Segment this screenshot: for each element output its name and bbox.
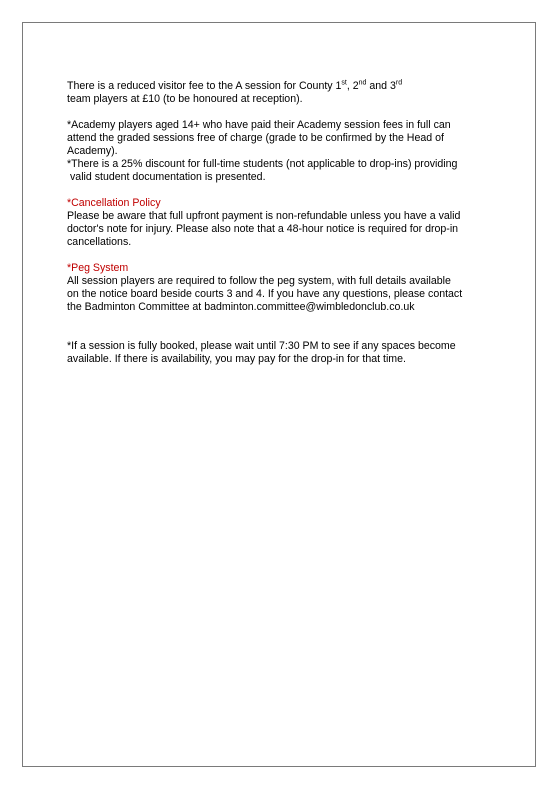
- visitor-fee-text: and 3: [366, 80, 396, 92]
- ordinal-suffix: rd: [395, 79, 403, 87]
- academy-text: Academy).: [67, 145, 118, 157]
- visitor-fee-text: team players at £10 (to be honoured at reception).: [67, 93, 303, 105]
- fully-booked-text: *If a session is fully booked, please wait until 7:30 PM to see if any spaces become: [67, 340, 456, 352]
- discount-text: valid student documentation is presented.: [70, 171, 266, 183]
- visitor-fee-paragraph: [67, 80, 507, 106]
- fully-booked-text: available. If there is availability, you may pay for the drop-in for that time.: [67, 353, 406, 365]
- ordinal-suffix: st: [341, 79, 347, 87]
- peg-system-text: the Badminton Committee at: [67, 301, 205, 313]
- committee-email: badminton.committee@wimbledonclub.co.uk: [204, 301, 415, 313]
- cancellation-text: doctor's note for injury. Please also note that a 48-hour notice is required for drop-in: [67, 223, 459, 235]
- peg-system-heading: *Peg System: [67, 262, 129, 274]
- fully-booked-paragraph: [67, 340, 507, 366]
- discount-text: *There is a 25% discount for full-time students (not applicable to drop-ins) providing: [67, 158, 458, 170]
- peg-system-paragraph: [67, 275, 507, 314]
- visitor-fee-text: , 2: [346, 80, 359, 92]
- academy-text: *Academy players aged 14+ who have paid their Academy session fees in full can: [67, 119, 451, 131]
- academy-text: attend the graded sessions free of charge (grade to be confirmed by the Head of: [67, 132, 444, 144]
- academy-paragraph: [67, 119, 507, 158]
- discount-paragraph: [67, 158, 507, 184]
- peg-system-text: on the notice board beside courts 3 and 4. If you have any questions, please contact: [67, 288, 463, 300]
- cancellation-text: cancellations.: [67, 236, 132, 248]
- ordinal-suffix: nd: [358, 79, 367, 87]
- cancellation-paragraph: [67, 210, 507, 249]
- cancellation-heading: *Cancellation Policy: [67, 197, 161, 209]
- peg-system-text: All session players are required to follow the peg system, with full details available: [67, 275, 451, 287]
- visitor-fee-text: There is a reduced visitor fee to the A session for County 1: [67, 80, 342, 92]
- cancellation-text: Please be aware that full upfront payment is non-refundable unless you have a valid: [67, 210, 461, 222]
- document-body: [67, 80, 507, 366]
